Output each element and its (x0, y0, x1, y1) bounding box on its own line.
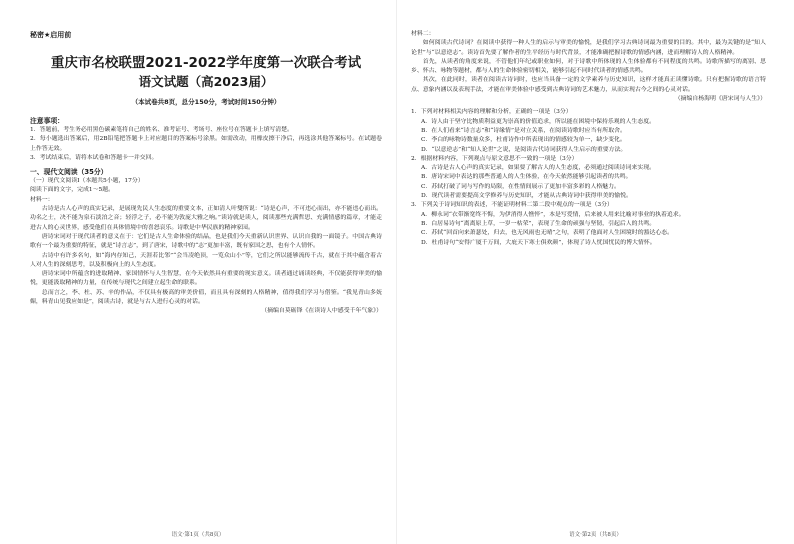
note-item: 2．每小题选出答案后，用2B铅笔把答题卡上对应题目的答案标号涂黑。如需改动，用橡皮擦干净后，再选涂其他答案标号。在试题卷上作答无效。 (30, 136, 382, 152)
section-heading: 一、现代文阅读（35分） (30, 168, 108, 177)
paragraph: 首先，从读者的角度来说，不管他们年纪或职业如何，对于诗歌中所体现的人生体验都有不同程度的共鸣。诗歌所描写的离别、思乡、怀古、咏物等题材，都与人的生命体验密切相关，能够引起不同时代读者的情感共鸣。 (411, 58, 766, 75)
paragraph: 古诗中有许多名句，如“海内存知己，天涯若比邻”“会当凌绝顶，一览众山小”等，它们之所以能够流传千古，就在于其中蕴含着古人对人生的深刻思考，以及积极向上的人生态度。 (30, 252, 382, 268)
page-footer: 语文·第1页（共8页） (171, 532, 225, 538)
question-option: A．柳永词“衣带渐宽终不悔，为伊消得人憔悴”，本是写爱情，后来被人用来比喻对事业的执着追求。 (421, 211, 685, 218)
question-option: C．苏轼打破了词与写作的局限，在性情间展示了更加丰富多彩的人格魅力。 (421, 183, 620, 190)
paragraph: 唐诗宋词对于现代读者的意义在于：它们是古人生命体验的结晶，也是我们今天重新认识世界、认识自我的一面镜子。中国古典诗歌有一个最为重要的特征，就是“诗言志”，到了唐宋，诗歌中的“志”更加丰富，既有家国之思，也有个人情怀。 (30, 233, 382, 250)
question-option: B．白居易诗句“离离原上草，一岁一枯荣”，表现了生命的顽强与坚韧，引起后人的共鸣。 (421, 220, 656, 227)
subsection-heading: （一）现代文阅读Ⅰ（本题共5小题，17分） (30, 178, 144, 185)
notes-heading: 注意事项： (30, 117, 64, 125)
source-citation: （摘编自杨海明《唐宋词与人生》） (674, 96, 766, 103)
paragraph: 其次，在此同时，读者在阅读古诗词时，也应当具备一定的文学素养与历史知识，这样才能真正读懂诗歌。只有把握诗歌的语言特点、意象内涵以及表现手法，才能在审美体验中感受到古典诗词的艺术魅力，从而实现古今之间的心灵对话。 (411, 77, 766, 93)
paragraph: 总而言之，李、杜、苏、辛的作品，不仅具有极高的审美价值，而且具有深刻的人格精神，值得我们学习与借鉴。“我见青山多妩媚，料青山见我应如是”，阅读古诗，就是与古人进行心灵的对话。 (30, 289, 382, 306)
source-citation: （摘编自莫砺锋《在读诗人中感受千年气象》） (261, 308, 382, 315)
question-stem: 3．下列关于诗词知识的表述，不能证明材料二第二段中观点的一项是（3分） (411, 202, 613, 209)
question-option: D．杜甫诗句“安得广厦千万间，大庇天下寒士俱欢颜”，体现了诗人忧国忧民的博大情怀。 (421, 239, 656, 246)
instruction: 阅读下面的文字，完成1～5题。 (30, 187, 115, 194)
exam-title: 重庆市名校联盟2021-2022学年度第一次联合考试 (50, 55, 362, 71)
question-option: C．李白的咏物诗数量众多，杜甫诗作中所表现出的情感较为单一，缺少变化。 (421, 137, 626, 144)
question-option: D．“以意逆志”和“知人论世”之说，是阅读古代诗词获得人生启示的重要方法。 (421, 146, 627, 153)
question-option: A．古诗是古人心声的真实记录，如果要了解古人的人生态度，必须通过阅读诗词来实现。 (421, 165, 655, 172)
secret-label: 秘密★启用前 (30, 31, 72, 39)
paragraph: 如何阅读古代诗词？在阅读中获得一种人生的启示与审美的愉悦，是我们学习古典诗词最为重要的目的。其中，最为关键的是“知人论世”与“以意逆志”。读诗首先要了解作者的生平经历与时代背景，才能准确把握诗歌的情感内涵，进而理解诗人的人格精神。 (411, 40, 766, 56)
question-option: A．诗人由于坚守比物质利益更为崇高的价值追求，所以能在困境中保持乐观的人生态度。 (421, 118, 655, 125)
question-option: B．唐诗宋词中表达的那些普通人的人生体验，在今天依然能够引起读者的共鸣。 (421, 174, 632, 181)
note-item: 1．答题前，考生务必用黑色碳素笔将自己的姓名、准考证号、考场号、座位号在答题卡上填写清楚。 (30, 127, 293, 133)
note-item: 3．考试结束后，请将本试卷和答题卡一并交回。 (30, 154, 158, 161)
question-stem: 2．根据材料内容，下列观点与原文意思不一致的一项是（3分） (411, 155, 578, 162)
question-stem: 1．下列对材料相关内容的理解和分析，正确的一项是（3分） (411, 109, 572, 116)
page-right (397, 0, 794, 544)
question-option: D．现代读者需要提高文学修养与历史知识，才能从古典诗词中获得审美的愉悦。 (421, 193, 632, 200)
exam-meta: （本试卷共8页，总分150分，考试时间150分钟） (131, 98, 281, 106)
paragraph: 唐诗宋词中所蕴含的进取精神、家国情怀与人生智慧，在今天依然具有重要的现实意义。读者通过诵读经典，不仅能获得审美的愉悦，更能汲取精神的力量，在传统与现代之间建立起生命的联系。 (30, 271, 382, 287)
paragraph: 古诗是古人心声的真实记录，是展现先民人生态度的重要文本，正如清人叶燮所说：“诗是心声，不可违心而出，亦不能违心而出。功名之士，决不能为泉石淡泊之音；轻浮之子，必不能为敦庞大雅之响。”读诗就是读人，阅读那些充满哲思、充满情感的篇章，才能走进古人的心灵世界，感受他们在具体情境中的喜怒哀乐。诗歌是中华民族的精神家园。 (30, 206, 382, 231)
question-option: C．苏轼“回首向来萧瑟处，归去，也无风雨也无晴”之句，表明了他面对人生困境时的豁达心态。 (421, 230, 674, 237)
question-option: B．在人们看来“诗言志”和“诗缘情”是对立关系，在阅读诗歌时应当有所取舍。 (421, 127, 626, 134)
material-label: 材料二： (411, 31, 435, 37)
exam-subtitle: 语文试题（高2023届） (138, 74, 274, 89)
material-label: 材料一： (30, 196, 54, 203)
page-footer: 语文·第2页（共8页） (569, 532, 622, 538)
